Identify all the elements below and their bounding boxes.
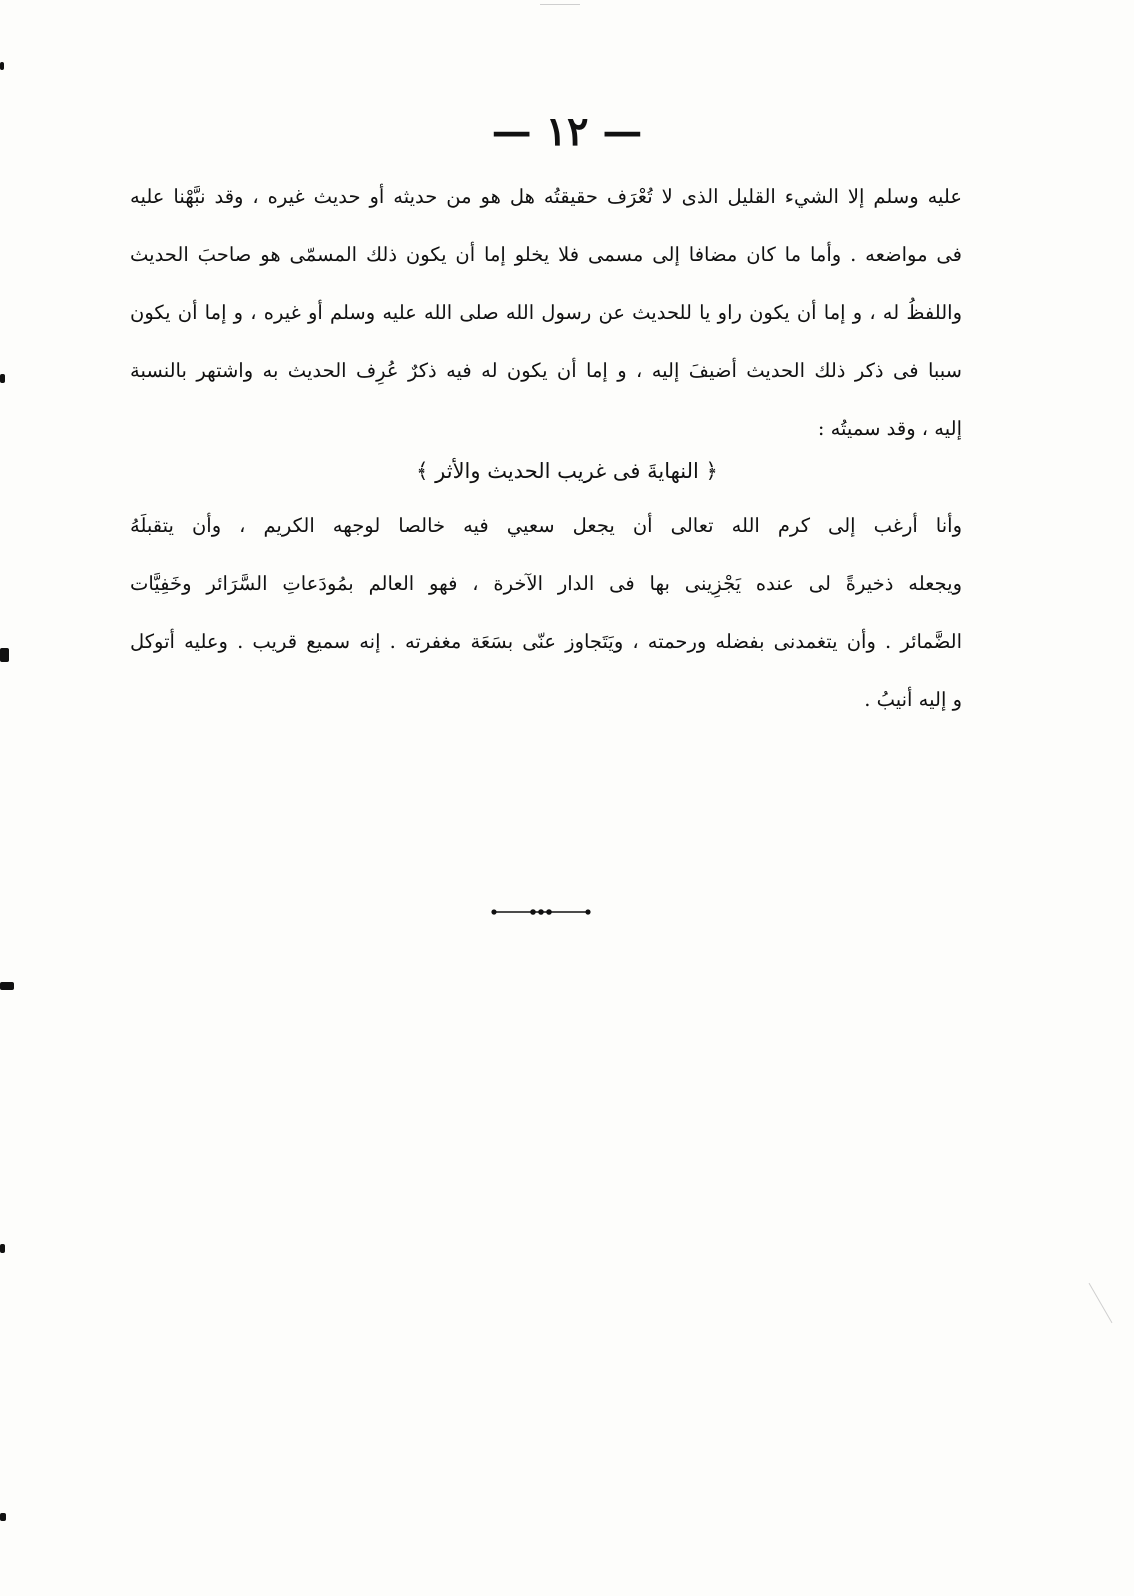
- text-line: واللفظُ له ، و إما أن يكون راو يا للحديث عن رسول الله صلى الله عليه وسلم أو غيره ، و إما أن يكون: [130, 301, 962, 324]
- text-line: فى مواضعه . وأما ما كان مضافا إلى مسمى فلا يخلو إما أن يكون ذلك المسمّى هو صاحبَ الحديث: [130, 243, 962, 266]
- text-line: ويجعله ذخيرةً لى عنده يَجْزِينى بها فى الدار الآخرة ، فهو العالم بمُودَعاتِ السَّرَائر وخَفِيَّات: [130, 572, 962, 595]
- binding-mark: [0, 1513, 6, 1521]
- scan-artifact-right: [1089, 1283, 1113, 1323]
- scan-artifact-top: [540, 4, 580, 5]
- binding-mark: [0, 374, 5, 383]
- section-end-ornament: [491, 902, 591, 922]
- page-number: — ١٢ —: [491, 108, 643, 155]
- text-line: سببا فى ذكر ذلك الحديث أضيفَ إليه ، و إما أن يكون له فيه ذكرٌ عُرِف الحديث به واشتهر بالنسبة: [130, 359, 962, 382]
- text-line: إليه ، وقد سميتُه :: [817, 417, 962, 440]
- binding-mark: [0, 982, 14, 990]
- book-title: ﴿ النهايةَ فى غريب الحديث والأثر ﴾: [416, 459, 718, 483]
- paragraph-closing: [130, 497, 962, 729]
- text-line: الضَّمائر . وأن يتغمدنى بفضله ورحمته ، ويَتَجاوز عنّى بسَعَة مغفرته . إنه سميع قريب . وعليه أتوكل: [130, 630, 962, 653]
- text-line: عليه وسلم إلا الشيء القليل الذى لا تُعْرَف حقيقتُه هل هو من حديثه أو حديث غيره ، وقد نبَّهْنا عليه: [130, 185, 962, 208]
- text-line: وأنا أرغب إلى كرم الله تعالى أن يجعل سعيي فيه خالصا لوجهه الكريم ، وأن يتقبلَهُ: [130, 514, 962, 537]
- binding-mark: [0, 62, 4, 70]
- binding-mark: [0, 1244, 5, 1253]
- text-line: و إليه أنيبُ .: [864, 688, 962, 711]
- paragraph-introduction: [130, 168, 962, 458]
- binding-mark: [0, 648, 9, 662]
